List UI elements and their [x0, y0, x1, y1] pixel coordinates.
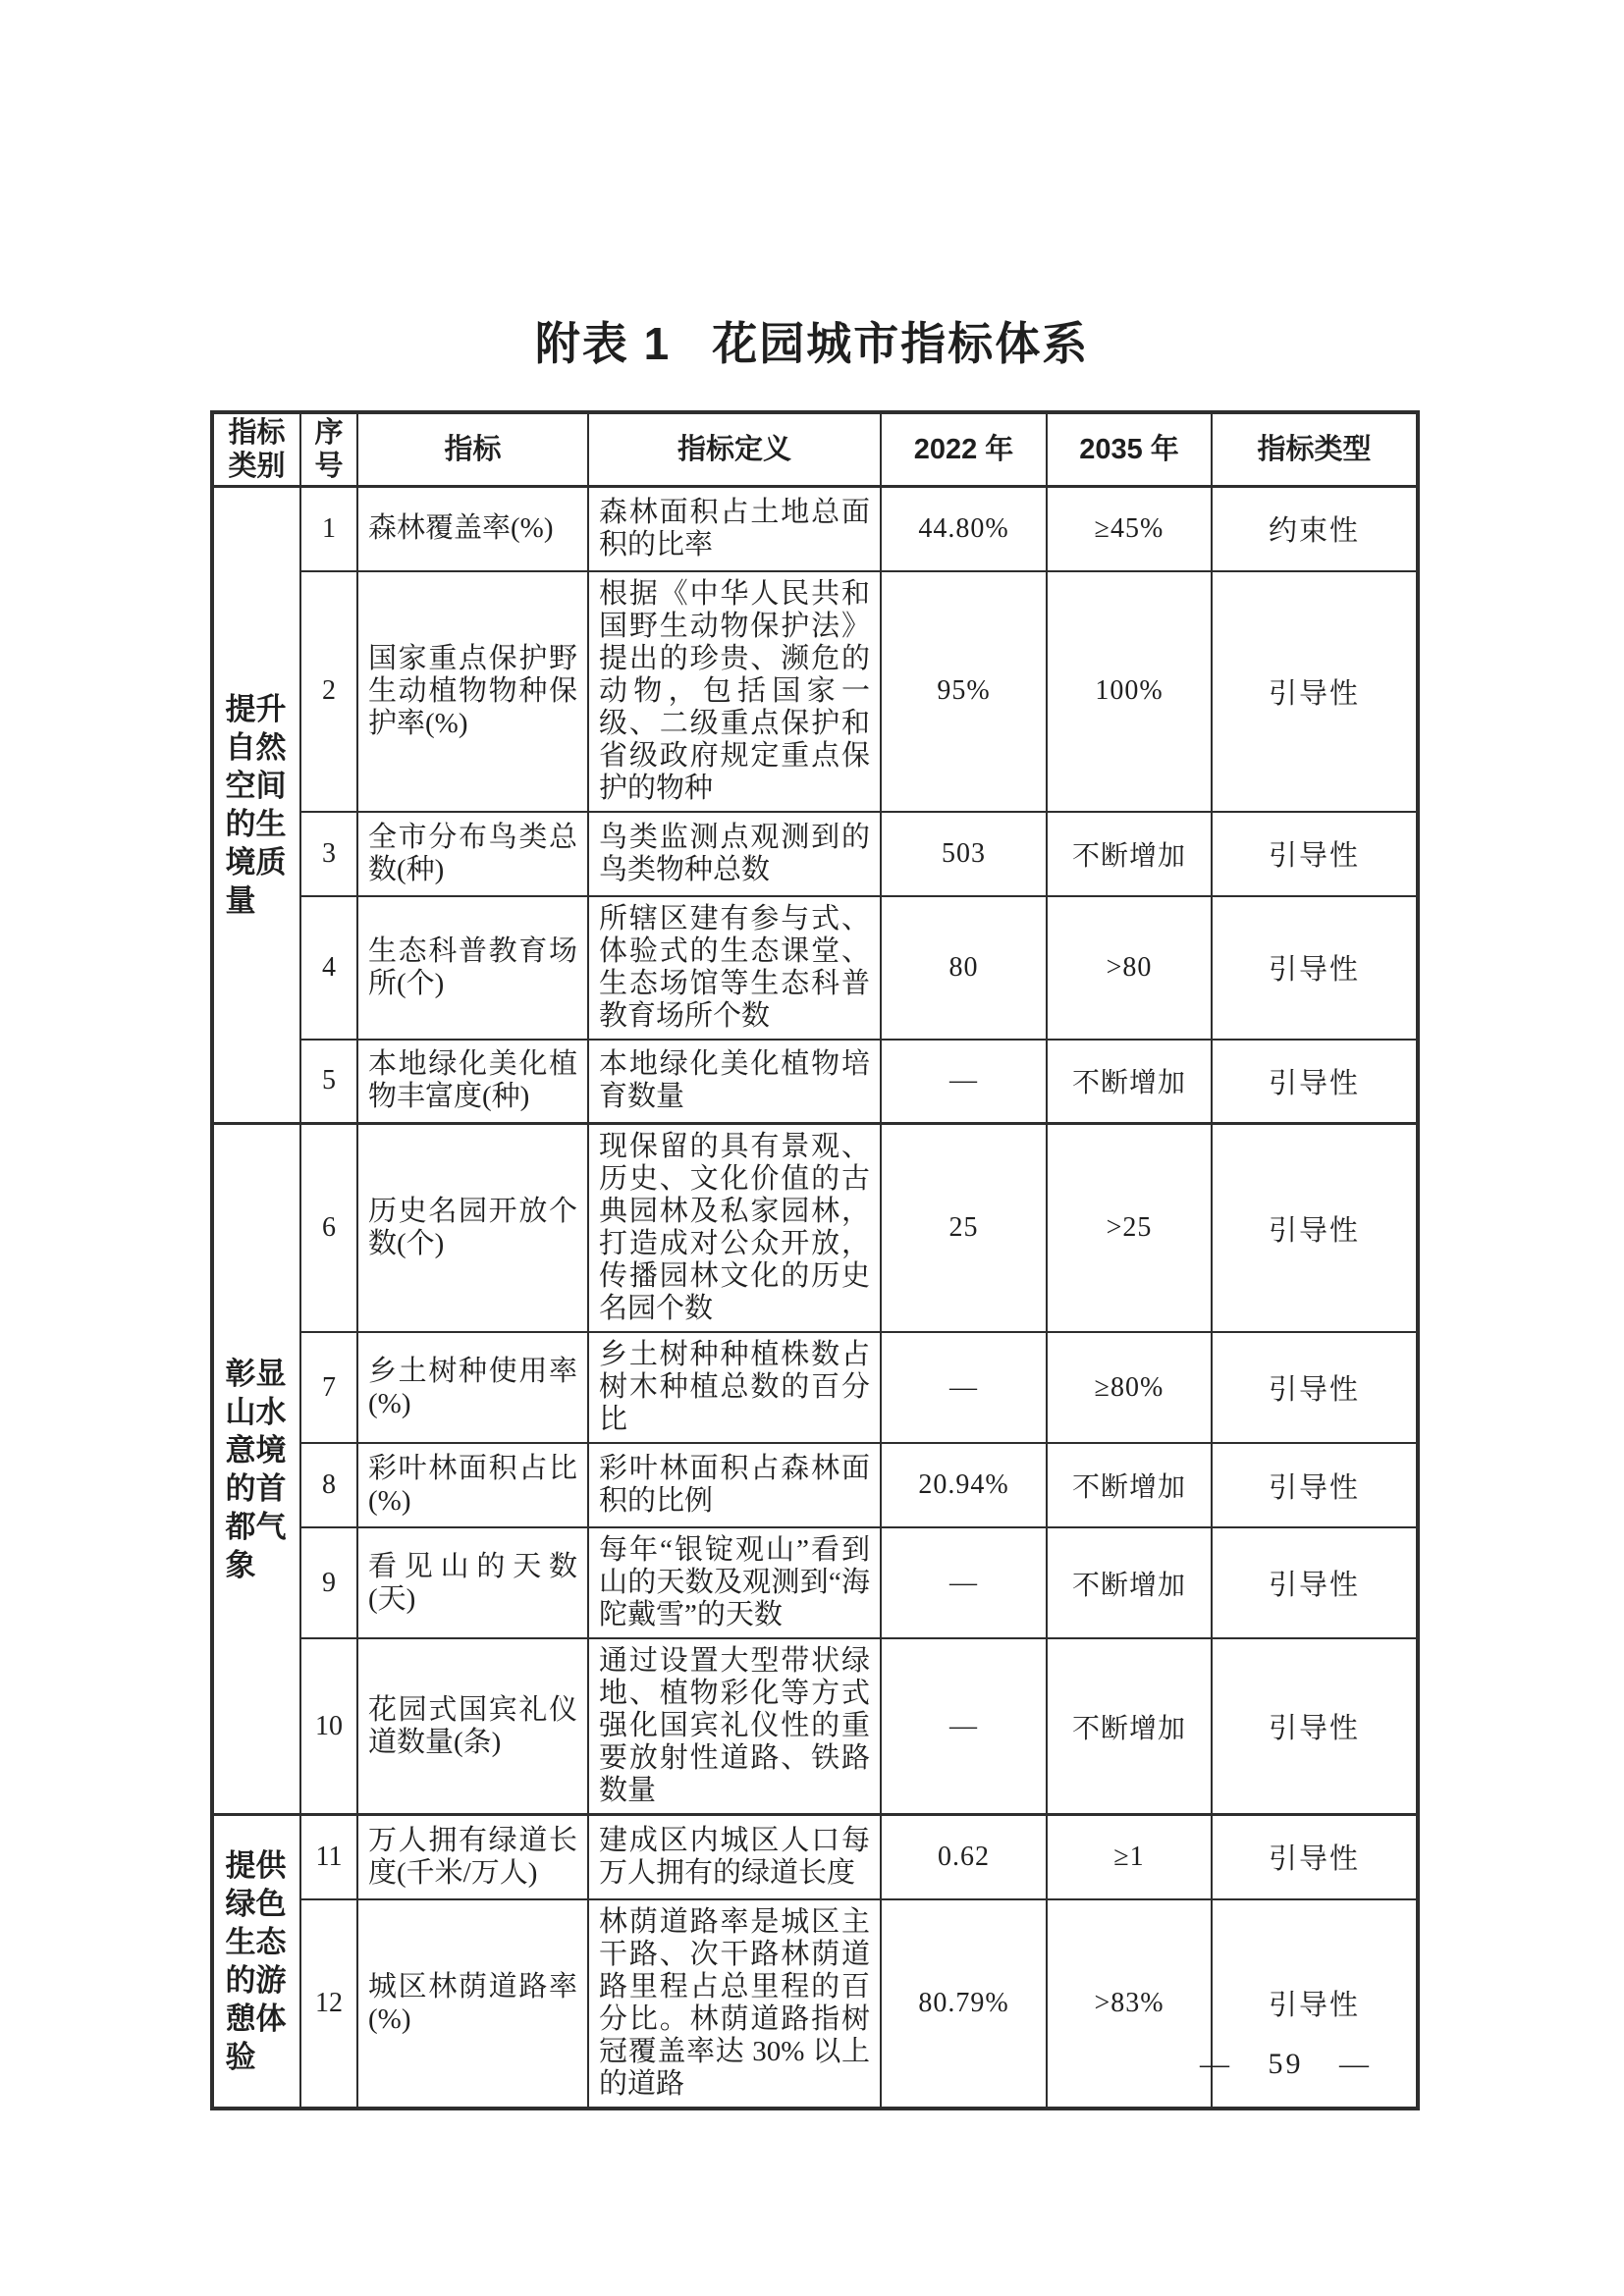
definition-cell: 鸟类监测点观测到的鸟类物种总数: [588, 812, 881, 896]
indicator-type-cell: 引导性: [1212, 1815, 1418, 1899]
category-cell: [212, 487, 300, 1124]
definition-cell: 本地绿化美化植物培育数量: [588, 1040, 881, 1124]
value-2022-cell: —: [881, 1638, 1047, 1815]
indicator-type-cell: 引导性: [1212, 1899, 1418, 2109]
column-header-no: 序号: [300, 412, 357, 487]
value-2035-cell: 不断增加: [1047, 1443, 1212, 1527]
indicator-cell: 国家重点保护野生动植物物种保护率(%): [357, 571, 588, 812]
value-2022-cell: 80.79%: [881, 1899, 1047, 2109]
value-2022-cell: 20.94%: [881, 1443, 1047, 1527]
header-row: [212, 412, 1418, 487]
table-row: [212, 1332, 1418, 1443]
indicator-type-cell: 引导性: [1212, 1124, 1418, 1333]
value-2035-cell: ≥80%: [1047, 1332, 1212, 1443]
value-2035-cell: 不断增加: [1047, 1527, 1212, 1638]
value-2035-cell: 不断增加: [1047, 812, 1212, 896]
row-number-cell: 9: [300, 1527, 357, 1638]
indicator-cell: 彩叶林面积占比(%): [357, 1443, 588, 1527]
indicator-cell: 本地绿化美化植物丰富度(种): [357, 1040, 588, 1124]
table-row: [212, 1815, 1418, 1899]
indicator-cell: 森林覆盖率(%): [357, 487, 588, 571]
table-row: [212, 487, 1418, 571]
value-2022-cell: —: [881, 1527, 1047, 1638]
column-header-type: 指标类型: [1212, 412, 1418, 487]
indicator-cell: 看见山的天数(天): [357, 1527, 588, 1638]
indicator-type-cell: 引导性: [1212, 812, 1418, 896]
row-number-cell: 7: [300, 1332, 357, 1443]
page-title-label: 附表 1: [534, 318, 672, 369]
definition-cell: 根据《中华人民共和国野生动物保护法》提出的珍贵、濒危的动物，包括国家一级、二级重点保护和省级政府规定重点保护的物种: [588, 571, 881, 812]
indicator-type-cell: 引导性: [1212, 1040, 1418, 1124]
definition-cell: 现保留的具有景观、历史、文化价值的古典园林及私家园林，打造成对公众开放，传播园林文化的历史名园个数: [588, 1124, 881, 1333]
row-number-cell: 2: [300, 571, 357, 812]
row-number-cell: 5: [300, 1040, 357, 1124]
indicator-cell: 乡土树种使用率(%): [357, 1332, 588, 1443]
value-2022-cell: 25: [881, 1124, 1047, 1333]
category-cell: [212, 1815, 300, 2109]
table-row: [212, 812, 1418, 896]
row-number-cell: 4: [300, 896, 357, 1040]
indicator-cell: 万人拥有绿道长度(千米/万人): [357, 1815, 588, 1899]
value-2022-cell: 0.62: [881, 1815, 1047, 1899]
table-row: [212, 1443, 1418, 1527]
column-header-2022: 2022 年: [881, 412, 1047, 487]
value-2022-cell: —: [881, 1040, 1047, 1124]
indicator-type-cell: 约束性: [1212, 487, 1418, 571]
table-row: [212, 1040, 1418, 1124]
category-label: 提升自然空间的生境质量: [225, 692, 287, 918]
row-number-cell: 11: [300, 1815, 357, 1899]
value-2035-cell: 100%: [1047, 571, 1212, 812]
row-number-cell: 8: [300, 1443, 357, 1527]
indicator-cell: 城区林荫道路率(%): [357, 1899, 588, 2109]
page-title: [0, 308, 1624, 373]
row-number-cell: 6: [300, 1124, 357, 1333]
category-label: 提供绿色生态的游憩体验: [225, 1847, 287, 2074]
row-number-cell: 3: [300, 812, 357, 896]
indicator-type-cell: 引导性: [1212, 1638, 1418, 1815]
definition-cell: 每年“银锭观山”看到山的天数及观测到“海陀戴雪”的天数: [588, 1527, 881, 1638]
row-number-cell: 1: [300, 487, 357, 571]
value-2022-cell: 95%: [881, 571, 1047, 812]
category-cell: [212, 1124, 300, 1815]
value-2022-cell: 80: [881, 896, 1047, 1040]
definition-cell: 建成区内城区人口每万人拥有的绿道长度: [588, 1815, 881, 1899]
value-2035-cell: 不断增加: [1047, 1040, 1212, 1124]
table-row: [212, 1638, 1418, 1815]
row-number-cell: 10: [300, 1638, 357, 1815]
table-row: [212, 896, 1418, 1040]
column-header-2035: 2035 年: [1047, 412, 1212, 487]
indicator-cell: 历史名园开放个数(个): [357, 1124, 588, 1333]
definition-cell: 林荫道路率是城区主干路、次干路林荫道路里程占总里程的百分比。林荫道路指树冠覆盖率达 30% 以上的道路: [588, 1899, 881, 2109]
value-2035-cell: >83%: [1047, 1899, 1212, 2109]
page-title-text: 花园城市指标体系: [712, 318, 1090, 369]
definition-cell: 所辖区建有参与式、体验式的生态课堂、生态场馆等生态科普教育场所个数: [588, 896, 881, 1040]
table-row: [212, 1124, 1418, 1333]
indicator-cell: 花园式国宾礼仪道数量(条): [357, 1638, 588, 1815]
column-header-indicator: 指标: [357, 412, 588, 487]
indicator-type-cell: 引导性: [1212, 571, 1418, 812]
page-number: — 59 —: [1200, 2048, 1372, 2080]
definition-cell: 彩叶林面积占森林面积的比例: [588, 1443, 881, 1527]
value-2035-cell: >25: [1047, 1124, 1212, 1333]
value-2035-cell: ≥45%: [1047, 487, 1212, 571]
value-2022-cell: 503: [881, 812, 1047, 896]
row-number-cell: 12: [300, 1899, 357, 2109]
indicator-cell: 全市分布鸟类总数(种): [357, 812, 588, 896]
table-header: [212, 412, 1418, 487]
value-2035-cell: >80: [1047, 896, 1212, 1040]
value-2022-cell: 44.80%: [881, 487, 1047, 571]
definition-cell: 乡土树种种植株数占树木种植总数的百分比: [588, 1332, 881, 1443]
value-2035-cell: ≥1: [1047, 1815, 1212, 1899]
indicator-cell: 生态科普教育场所(个): [357, 896, 588, 1040]
table-row: [212, 571, 1418, 812]
table-row: [212, 1527, 1418, 1638]
indicator-type-cell: 引导性: [1212, 1332, 1418, 1443]
column-header-category: 指标类别: [212, 412, 300, 487]
column-header-definition: 指标定义: [588, 412, 881, 487]
value-2035-cell: 不断增加: [1047, 1638, 1212, 1815]
indicator-type-cell: 引导性: [1212, 1443, 1418, 1527]
table-body: [212, 487, 1418, 2109]
indicator-type-cell: 引导性: [1212, 896, 1418, 1040]
indicator-type-cell: 引导性: [1212, 1527, 1418, 1638]
indicator-table: [210, 410, 1420, 2110]
definition-cell: 通过设置大型带状绿地、植物彩化等方式强化国宾礼仪性的重要放射性道路、铁路数量: [588, 1638, 881, 1815]
value-2022-cell: —: [881, 1332, 1047, 1443]
definition-cell: 森林面积占土地总面积的比率: [588, 487, 881, 571]
category-label: 彰显山水意境的首都气象: [225, 1356, 287, 1582]
